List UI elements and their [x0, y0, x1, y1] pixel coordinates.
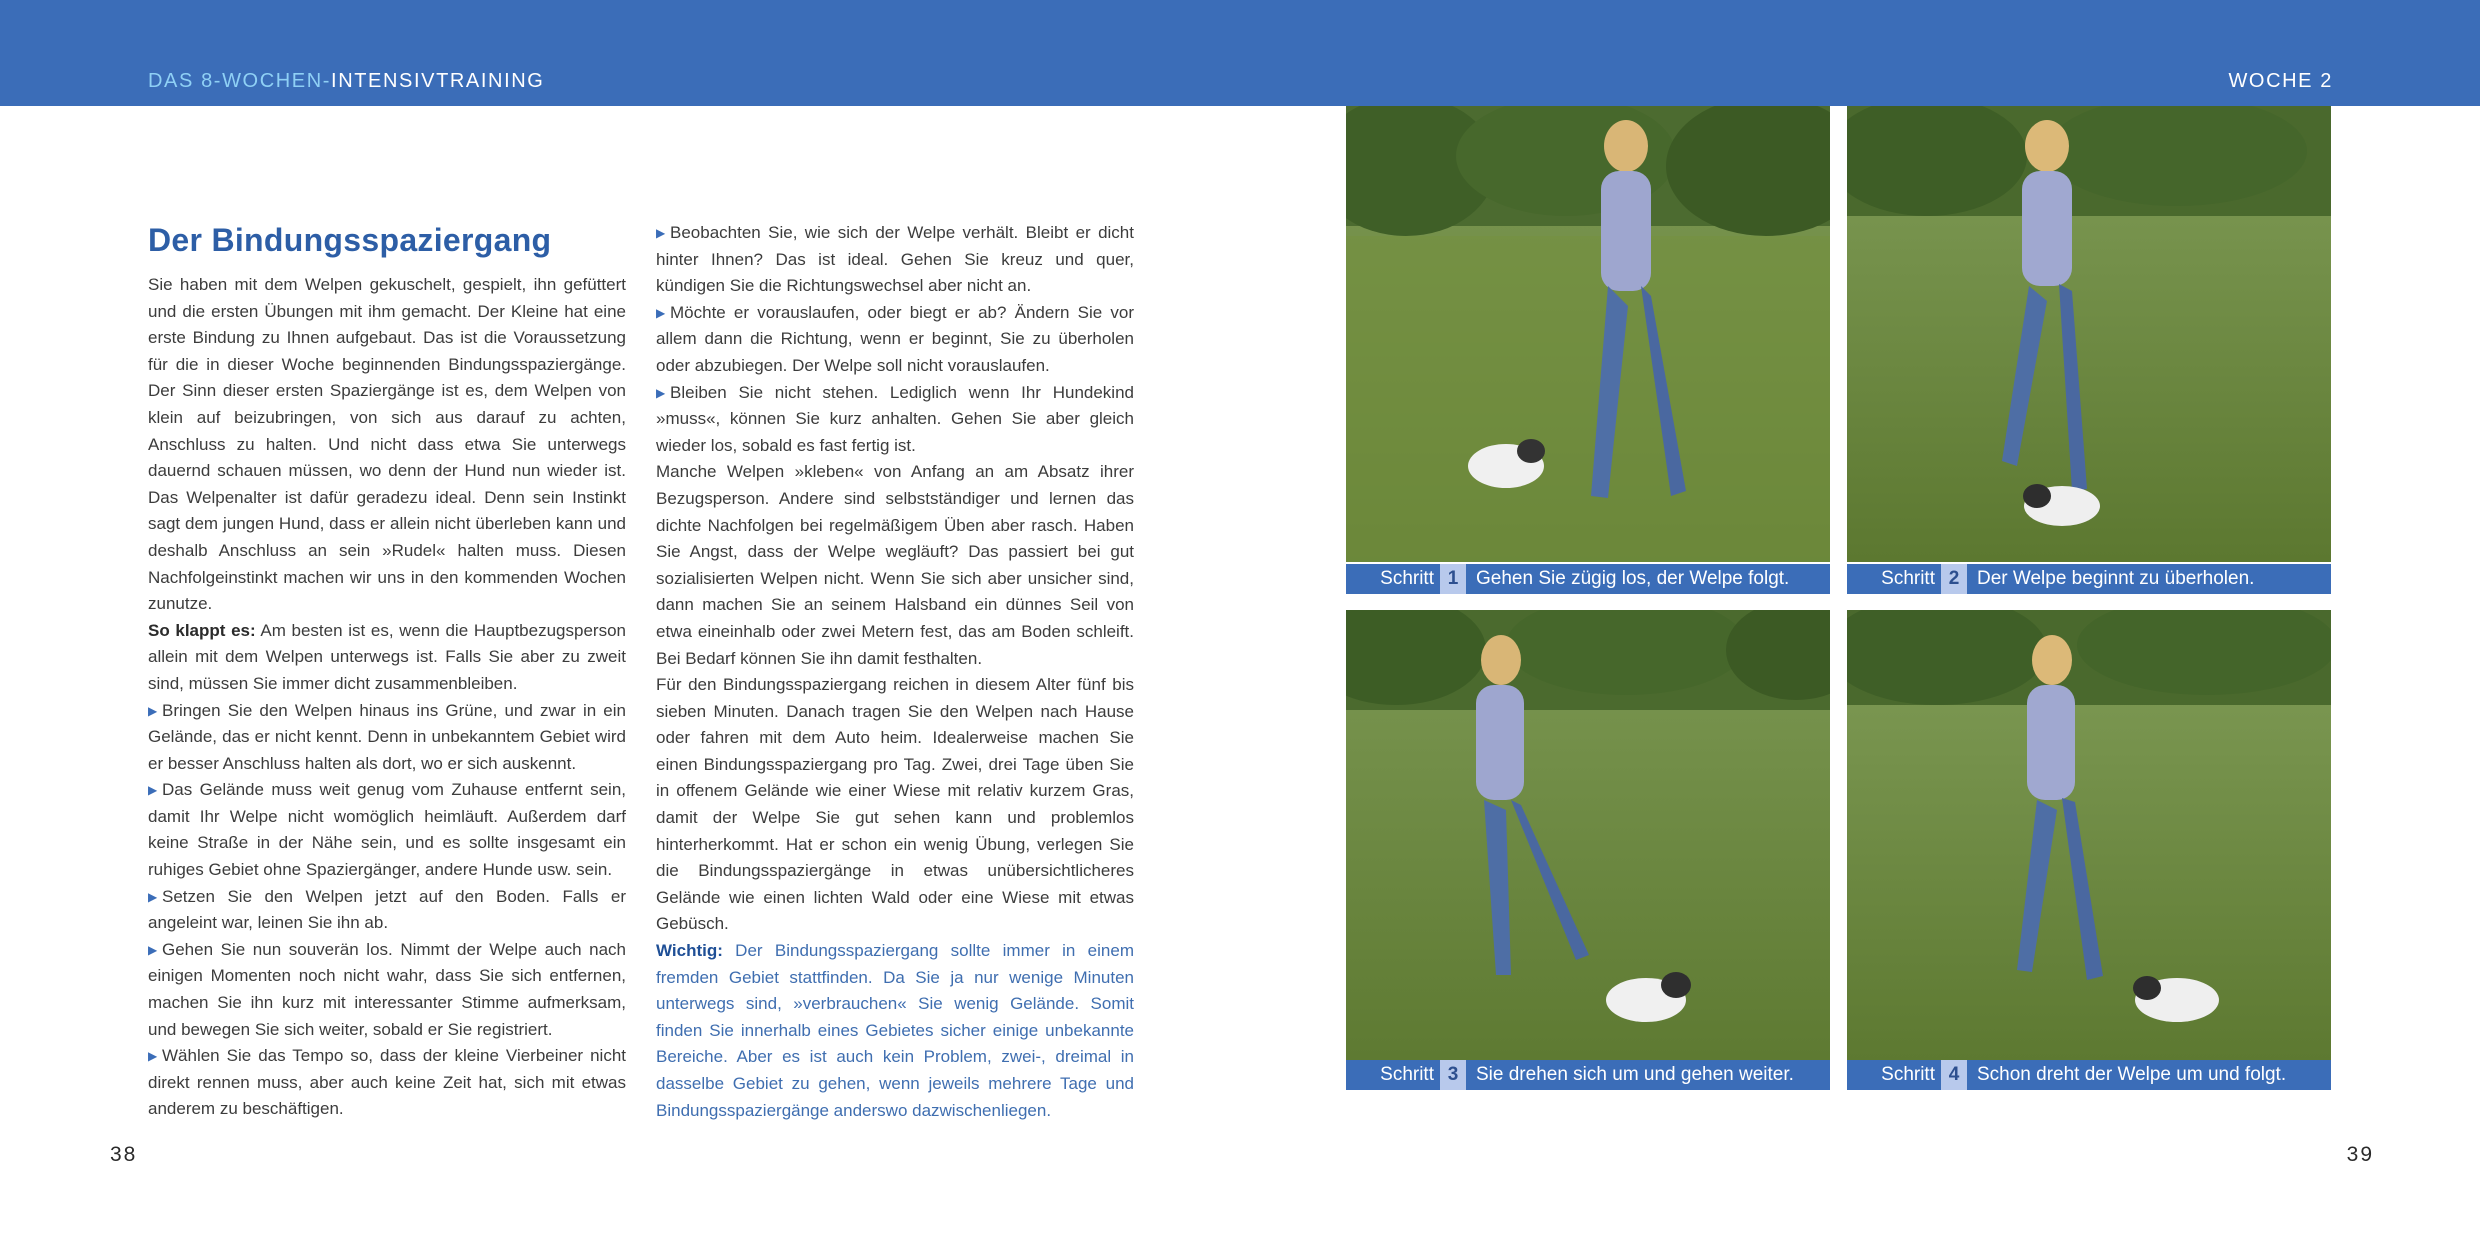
photo-puppy-overtaking — [1847, 106, 2331, 562]
photo-puppy-turns-and-follows — [1847, 610, 2331, 1060]
body-paragraph: Manche Welpen »kleben« von Anfang an am Absatz ihrer Bezugsperson. Andere sind selbstständiger und lernen das dichte Nachfolgen bei regelmäßigem Üben aber rasch. Haben Sie Angst, dass der Welpe wegläuft? Das passiert bei gut sozialisierten Welpen nicht. Wenn Sie sich aber unsicher sind, dann machen Sie an seinem Halsband ein dünnes Seil von etwa eineinhalb oder zwei Metern fest, das am Boden schleift. Bei Bedarf können Sie ihn damit festhalten. — [656, 462, 1134, 668]
triangle-bullet-icon: ▶ — [656, 385, 666, 400]
caption-text: Gehen Sie zügig los, der Welpe folgt. — [1476, 568, 1790, 589]
list-item: ▶ Wählen Sie das Tempo so, dass der kleine Vierbeiner nicht direkt rennen muss, aber auch keine Zeit hat, sich mit etwas anderem zu beschäftigen. — [148, 1043, 626, 1123]
caption-step-number: 4 — [1941, 1060, 1967, 1090]
step-photo-2 — [1847, 106, 2331, 594]
list-item: ▶ Bringen Sie den Welpen hinaus ins Grüne, und zwar in ein Gelände, das er nicht kennt. Denn in unbekanntem Gebiet wird er besser Anschluss halten als dort, wo er sich auskennt. — [148, 698, 626, 778]
text-column-left — [148, 272, 626, 1123]
photo-caption — [1346, 1060, 1830, 1090]
running-header-right: WOCHE 2 — [2228, 70, 2333, 92]
photo-woman-walking-puppy-following — [1346, 106, 1830, 562]
caption-step-number: 2 — [1941, 564, 1967, 594]
list-item: ▶ Möchte er vorauslaufen, oder biegt er ab? Ändern Sie vor allem dann die Richtung, wenn er beginnt, Sie zu überholen oder abzubiegen. Der Welpe soll nicht vorauslaufen. — [656, 300, 1134, 380]
list-item: ▶ Das Gelände muss weit genug vom Zuhause entfernt sein, damit Ihr Welpe nicht womöglich heimläuft. Außerdem darf keine Straße in der Nähe sein, und es sollte insgesamt ein ruhiges Gebiet ohne Spaziergänger, andere Hunde usw. sein. — [148, 777, 626, 883]
caption-text: Der Welpe beginnt zu überholen. — [1977, 568, 2255, 589]
intro-paragraph: Sie haben mit dem Welpen gekuschelt, gespielt, ihn gefüttert und die ersten Übungen mit ihm gemacht. Der Kleine hat eine erste Bindung zu Ihnen aufgebaut. Das ist die Voraussetzung für die in dieser Woche beginnenden Bindungsspaziergänge. Der Sinn dieser ersten Spaziergänge ist es, dem Welpen von klein auf beizubringen, von sich aus darauf zu achten, Anschluss zu halten. Und nicht dass etwa Sie unterwegs dauernd schauen müssen, wo denn der Hund nun wieder ist. Das Welpenalter ist dafür geradezu ideal. Denn sein Instinkt sagt dem jungen Hund, dass er allein nicht überleben kann und deshalb Anschluss an sein »Rudel« halten muss. Diesen Nachfolgeinstinkt machen wir uns in den kommenden Wochen zunutze. — [148, 275, 626, 614]
caption-step-word: Schritt — [1380, 568, 1434, 589]
warning-note — [656, 938, 1134, 1124]
photo-caption — [1346, 564, 1830, 594]
page-number-right: 39 — [2346, 1143, 2374, 1166]
text-column-right — [656, 220, 1134, 1124]
triangle-bullet-icon: ▶ — [148, 1049, 158, 1064]
warning-text: Der Bindungsspaziergang sollte immer in einem fremden Gebiet stattfinden. Da Sie ja nur wenige Minuten unterwegs sind, »verbrauchen« Sie wenig Gelände. Somit finden Sie innerhalb eines Gebietes sicher einige unbekannte Bereiche. Aber es ist auch kein Problem, zwei-, dreimal in dasselbe Gebiet zu gehen, wenn jeweils mehrere Tage und Bindungsspaziergänge anderswo dazwischenliegen. — [656, 941, 1134, 1120]
triangle-bullet-icon: ▶ — [148, 703, 158, 718]
body-paragraph: Für den Bindungsspaziergang reichen in diesem Alter fünf bis sieben Minuten. Danach tragen Sie den Welpen nach Hause oder fahren mit dem Auto heim. Idealerweise machen Sie einen Bindungsspaziergang pro Tag. Zwei, drei Tage üben Sie in offenem Gelände wie einer Wiese mit relativ kurzem Gras, damit der Welpe Sie gut sehen kann und problemlos hinterherkommt. Hat er schon ein wenig Übung, verlegen Sie die Bindungsspaziergänge in etwas unübersichtlicheres Gelände wie einen lichten Wald oder eine Wiese mit etwas Gebüsch. — [656, 675, 1134, 934]
header-main-text: INTENSIVTRAINING — [331, 70, 545, 92]
list-item: ▶ Bleiben Sie nicht stehen. Lediglich wenn Ihr Hundekind »muss«, können Sie kurz anhalten. Gehen Sie aber gleich wieder los, sobald es fast fertig ist. — [656, 380, 1134, 460]
caption-text: Schon dreht der Welpe um und folgt. — [1977, 1064, 2287, 1085]
caption-text: Sie drehen sich um und gehen weiter. — [1476, 1064, 1794, 1085]
running-header-left — [148, 70, 544, 93]
step-photo-3 — [1346, 610, 1830, 1090]
caption-step-word: Schritt — [1380, 1064, 1434, 1085]
triangle-bullet-icon: ▶ — [148, 942, 158, 957]
article-title: Der Bindungsspaziergang — [148, 222, 552, 258]
header-accent-text: DAS 8-WOCHEN- — [148, 70, 332, 92]
triangle-bullet-icon: ▶ — [148, 783, 158, 798]
triangle-bullet-icon: ▶ — [656, 305, 666, 320]
step-photo-1 — [1346, 106, 1830, 594]
howto-paragraph — [148, 618, 626, 698]
triangle-bullet-icon: ▶ — [656, 226, 666, 240]
list-item: ▶ Setzen Sie den Welpen jetzt auf den Boden. Falls er angeleint war, leinen Sie ihn ab. — [148, 884, 626, 937]
step-photo-4 — [1847, 610, 2331, 1090]
photo-caption — [1847, 1060, 2331, 1090]
list-item: ▶ Gehen Sie nun souverän los. Nimmt der Welpe auch nach einigen Momenten noch nicht wahr, dass Sie sich entfernen, machen Sie ihn kurz mit interessanter Stimme aufmerksam, und bewegen Sie sich weiter, sobald er Sie registriert. — [148, 937, 626, 1043]
triangle-bullet-icon: ▶ — [148, 889, 158, 904]
page-number-left: 38 — [110, 1143, 138, 1166]
photo-caption — [1847, 564, 2331, 594]
howto-label: So klappt es: — [148, 620, 256, 640]
warning-label: Wichtig: — [656, 941, 723, 961]
howto-text: Am besten ist es, wenn die Hauptbezugsperson allein mit dem Welpen unterwegs ist. Falls Sie aber zu zweit sind, müssen Sie immer dicht zusammenbleiben. — [148, 620, 626, 693]
caption-step-number: 3 — [1440, 1060, 1466, 1090]
caption-step-word: Schritt — [1881, 568, 1935, 589]
photo-woman-turning-around — [1346, 610, 1830, 1060]
list-item: ▶ Beobachten Sie, wie sich der Welpe verhält. Bleibt er dicht hinter Ihnen? Das ist ideal. Gehen Sie kreuz und quer, kündigen Sie die Richtungswechsel aber nicht an. — [656, 220, 1134, 300]
caption-step-word: Schritt — [1881, 1064, 1935, 1085]
caption-step-number: 1 — [1440, 564, 1466, 594]
